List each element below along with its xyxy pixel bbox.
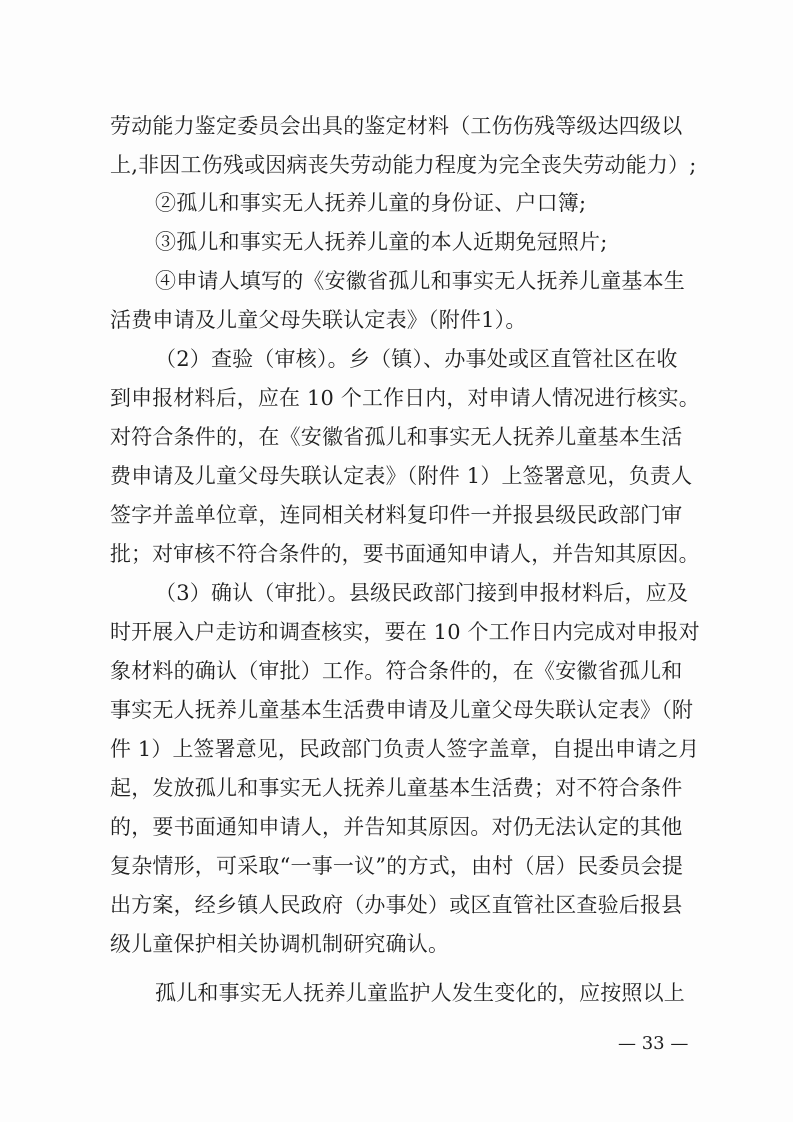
text-line: ④申请人填写的《安徽省孤儿和事实无人抚养儿童基本生 xyxy=(155,269,685,293)
text-line: 事实无人抚养儿童基本生活费申请及儿童父母失联认定表》（附 xyxy=(110,698,694,722)
text-line: 费申请及儿童父母失联认定表》（附件 1）上签署意见，负责人 xyxy=(110,464,693,488)
text-line: 象材料的确认（审批）工作。符合条件的，在《安徽省孤儿和 xyxy=(110,659,683,683)
text-line: 上,非因工伤残或因病丧失劳动能力程度为完全丧失劳动能力）; xyxy=(110,153,697,177)
text-line: 劳动能力鉴定委员会出具的鉴定材料（工伤伤残等级达四级以 xyxy=(110,114,683,138)
text-line: ③孤儿和事实无人抚养儿童的本人近期免冠照片; xyxy=(155,230,608,254)
text-line: 对符合条件的，在《安徽省孤儿和事实无人抚养儿童基本生活 xyxy=(110,425,683,449)
text-line: 批；对审核不符合条件的，要书面通知申请人，并告知其原因。 xyxy=(110,542,700,566)
text-line: 的，要书面通知申请人，并告知其原因。对仍无法认定的其他 xyxy=(110,815,683,839)
text-line: （2）查验（审核）。乡（镇）、办事处或区直管社区在收 xyxy=(155,347,678,371)
page-number: — 33 — xyxy=(618,1033,689,1054)
text-line: ②孤儿和事实无人抚养儿童的身份证、户口簿; xyxy=(155,191,587,215)
text-line: 活费申请及儿童父母失联认定表》（附件1）。 xyxy=(110,308,527,332)
text-line: （3）确认（审批）。县级民政部门接到申报材料后，应及 xyxy=(155,581,689,605)
text-line: 到申报材料后，应在 10 个工作日内，对申请人情况进行核实。 xyxy=(110,386,700,410)
text-line: 复杂情形，可采取“一事一议”的方式，由村（居）民委员会提 xyxy=(110,854,684,878)
text-line: 孤儿和事实无人抚养儿童监护人发生变化的，应按照以上 xyxy=(155,981,685,1005)
text-line: 级儿童保护相关协调机制研究确认。 xyxy=(110,932,450,956)
text-line: 出方案，经乡镇人民政府（办事处）或区直管社区查验后报县 xyxy=(110,893,683,917)
text-line: 起，发放孤儿和事实无人抚养儿童基本生活费；对不符合条件 xyxy=(110,776,683,800)
text-line: 件 1）上签署意见，民政部门负责人签字盖章，自提出申请之月 xyxy=(110,737,700,761)
text-line: 时开展入户走访和调查核实，要在 10 个工作日内完成对申报对 xyxy=(110,620,700,644)
text-line: 签字并盖单位章，连同相关材料复印件一并报县级民政部门审 xyxy=(110,503,683,527)
